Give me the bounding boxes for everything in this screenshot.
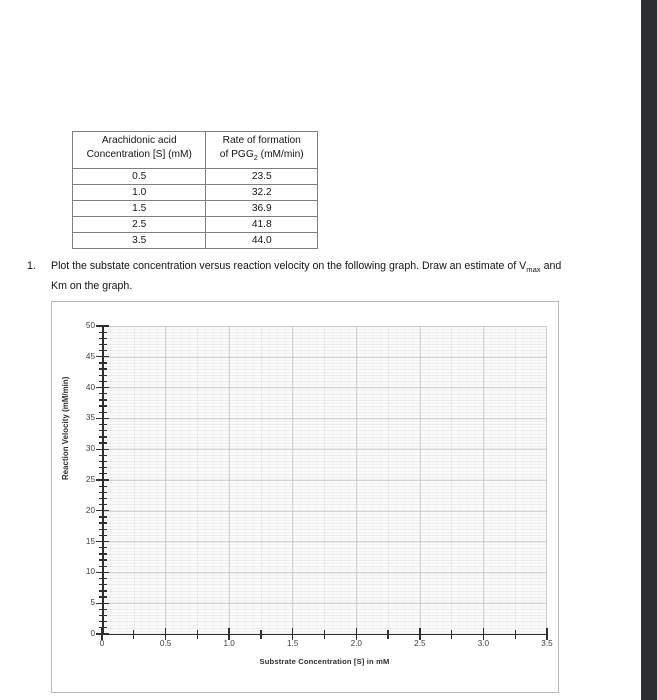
cell-rate: 23.5: [206, 169, 318, 185]
y-tick-major: [96, 479, 109, 480]
table-header-row: [73, 132, 318, 169]
y-tick-minor: [99, 535, 107, 536]
x-tick-minor: [515, 630, 516, 639]
table-header-rate: [206, 132, 318, 169]
y-tick-minor: [99, 424, 107, 425]
cell-rate: 44.0: [206, 233, 318, 249]
x-tick-label: 2.0: [350, 639, 362, 648]
y-tick-minor: [99, 399, 107, 400]
y-tick-minor: [99, 615, 107, 616]
y-tick-minor: [99, 467, 107, 468]
y-tick-label: 10: [85, 567, 95, 577]
subscript-two: 2: [253, 153, 258, 163]
y-tick-minor: [99, 405, 107, 406]
y-tick-major: [96, 449, 109, 450]
y-tick-label: 35: [85, 413, 95, 423]
x-tick-label: 0: [99, 639, 105, 648]
y-tick-minor: [99, 529, 107, 530]
y-tick-minor: [99, 578, 107, 579]
header-line-1: Arachidonic acid: [101, 135, 177, 146]
y-tick-minor: [99, 566, 107, 567]
table-row: [73, 217, 318, 233]
y-tick-minor: [99, 344, 107, 345]
y-tick-minor: [99, 584, 107, 585]
question-text-main: Plot the substate concentration versus reaction velocity on the following graph. Draw an estimate of V: [51, 260, 527, 272]
cell-substrate: 3.5: [73, 233, 206, 249]
y-tick-minor: [99, 498, 107, 499]
x-tick-minor: [387, 630, 388, 639]
cell-substrate: 1.0: [73, 185, 206, 201]
y-tick-minor: [99, 368, 107, 369]
y-tick-major: [96, 387, 109, 388]
cell-substrate: 1.5: [73, 201, 206, 217]
y-tick-minor: [99, 430, 107, 431]
y-tick-minor: [99, 590, 107, 591]
y-tick-minor: [99, 596, 107, 597]
y-tick-minor: [99, 332, 107, 333]
y-tick-major: [96, 356, 109, 357]
y-tick-minor: [99, 442, 107, 443]
cell-rate: 36.9: [206, 201, 318, 217]
y-tick-minor: [99, 455, 107, 456]
y-tick-minor: [99, 436, 107, 437]
x-axis-title: Substrate Concentration [S] in mM: [259, 657, 390, 666]
y-tick-major: [96, 418, 109, 419]
table-header-substrate: [73, 132, 206, 169]
y-tick-label: 30: [85, 444, 95, 454]
y-tick-minor: [99, 516, 107, 517]
y-axis-title: Reaction Velocity (mM/min): [61, 376, 70, 480]
y-tick-minor: [99, 492, 107, 493]
question-text-tail: and Km on the graph.: [51, 260, 562, 293]
table-row: [73, 233, 318, 249]
y-tick-minor: [99, 504, 107, 505]
y-tick-major: [96, 541, 109, 542]
table-row: [73, 201, 318, 217]
cell-rate: 41.8: [206, 217, 318, 233]
y-tick-label: 5: [90, 598, 95, 608]
question-text: [51, 258, 567, 295]
x-tick-label: 3.0: [477, 639, 490, 648]
plot-area: [85, 321, 553, 648]
y-tick-minor: [99, 522, 107, 523]
y-tick-major: [96, 572, 109, 573]
y-tick-label: 15: [85, 536, 95, 546]
x-tick-minor: [324, 630, 325, 639]
y-tick-label: 50: [85, 321, 95, 330]
header-line-2: of $PGG_2$ (mM/min): [219, 149, 304, 163]
y-tick-label: 0: [90, 629, 95, 638]
table-row: [73, 185, 318, 201]
y-tick-major: [96, 325, 109, 326]
y-tick-minor: [99, 381, 107, 382]
y-tick-minor: [99, 350, 107, 351]
x-tick-label: 2.5: [414, 639, 426, 648]
question-text-subscript: max: [526, 265, 541, 275]
y-tick-label: 40: [85, 382, 95, 392]
y-tick-minor: [99, 553, 107, 554]
cell-rate: 32.2: [206, 185, 318, 201]
kinetics-data-table: [72, 131, 318, 249]
y-tick-minor: [99, 486, 107, 487]
x-tick-minor: [133, 630, 134, 639]
table-row: [73, 169, 318, 185]
x-tick-label: 1.5: [287, 639, 299, 648]
y-tick-label: 25: [85, 475, 95, 484]
y-tick-minor: [99, 393, 107, 394]
y-tick-minor: [99, 547, 107, 548]
header-line-1: Rate of formation: [222, 135, 301, 146]
y-tick-label: 20: [85, 505, 95, 515]
y-tick-major: [96, 510, 109, 511]
y-tick-minor: [99, 338, 107, 339]
question-item-1: [27, 258, 567, 295]
question-number: 1.: [27, 260, 36, 272]
x-tick-minor: [260, 630, 261, 639]
cell-substrate: 2.5: [73, 217, 206, 233]
y-tick-minor: [99, 362, 107, 363]
y-tick-major: [96, 603, 109, 604]
x-tick-label: 3.5: [541, 639, 553, 648]
cell-substrate: 0.5: [73, 169, 206, 185]
y-tick-minor: [99, 621, 107, 622]
graph-frame: [51, 301, 559, 693]
x-tick-label: 1.0: [223, 639, 235, 648]
y-tick-minor: [99, 559, 107, 560]
header-line-2: Concentration [S] (mM): [86, 149, 192, 160]
x-tick-minor: [451, 630, 452, 639]
y-tick-minor: [99, 412, 107, 413]
y-tick-minor: [99, 375, 107, 376]
y-tick-minor: [99, 609, 107, 610]
x-tick-label: 0.5: [159, 639, 172, 648]
y-tick-label: 45: [85, 351, 95, 361]
plot-grid-canvas: [102, 326, 547, 634]
right-side-rail: [641, 0, 657, 700]
x-tick-minor: [197, 630, 198, 639]
y-tick-minor: [99, 461, 107, 462]
y-tick-minor: [99, 473, 107, 474]
